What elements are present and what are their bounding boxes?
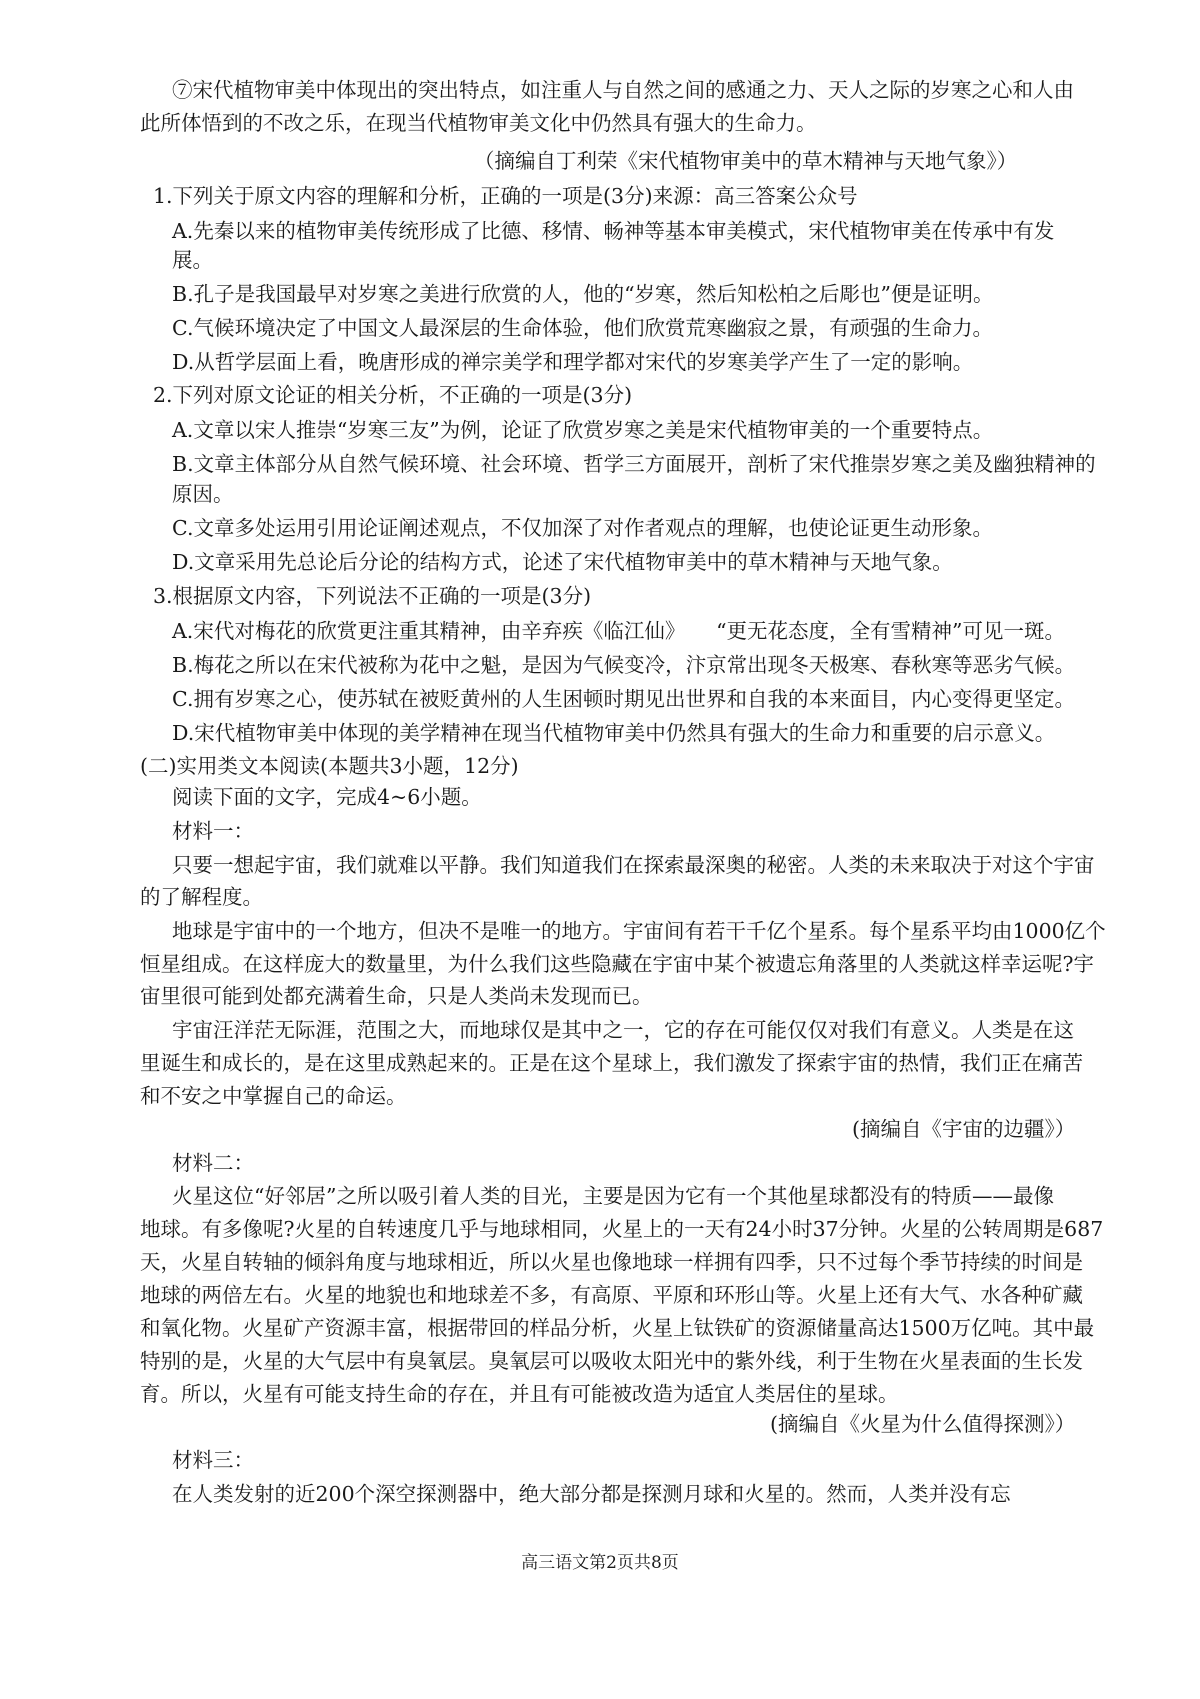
question-2-option-a: A.文章以宋人推崇“岁寒三友”为例，论证了欣赏岁寒之美是宋代植物审美的一个重要特点。: [172, 418, 994, 442]
question-1-option-d: D.从哲学层面上看，晚唐形成的禅宗美学和理学都对宋代的岁寒美学产生了一定的影响。: [172, 350, 974, 374]
question-3-option-a: A.宋代对梅花的欣赏更注重其精神，由辛弃疾《临江仙》 “更无花态度，全有雪精神”可见一斑。: [172, 619, 1066, 643]
material-2-p1-line-2: 地球。有多像呢?火星的自转速度几乎与地球相同，火星上的一天有24小时37分钟。火星的公转周期是687: [140, 1217, 1104, 1241]
question-1-option-a-line-2: 展。: [172, 248, 213, 272]
question-1-option-c: C.气候环境决定了中国文人最深层的生命体验，他们欣赏荒寒幽寂之景，有顽强的生命力。: [172, 316, 993, 340]
question-2-option-c: C.文章多处运用引用论证阐述观点，不仅加深了对作者观点的理解，也使论证更生动形象。: [172, 516, 993, 540]
material-1-p3-line-1: 宇宙汪洋茫无际涯，范围之大，而地球仅是其中之一，它的存在可能仅仅对我们有意义。人类是在这: [172, 1018, 1074, 1042]
material-1-p2-line-2: 恒星组成。在这样庞大的数量里，为什么我们这些隐藏在宇宙中某个被遗忘角落里的人类就这样幸运呢?宇: [140, 952, 1094, 976]
material-2-p1-line-4: 地球的两倍左右。火星的地貌也和地球差不多，有高原、平原和环形山等。火星上还有大气、水各种矿藏: [140, 1283, 1083, 1307]
material-2-p1-line-7: 育。所以，火星有可能支持生命的存在，并且有可能被改造为适宜人类居住的星球。: [140, 1382, 899, 1406]
question-2-option-b-line-1: B.文章主体部分从自然气候环境、社会环境、哲学三方面展开，剖析了宋代推崇岁寒之美及幽独精神的: [172, 452, 1096, 476]
material-1-p1-line-1: 只要一想起宇宙，我们就难以平静。我们知道我们在探索最深奥的秘密。人类的未来取决于对这个宇宙: [172, 853, 1095, 877]
material-2-title: 材料二：: [172, 1151, 254, 1175]
material-2-p1-line-5: 和氧化物。火星矿产资源丰富，根据带回的样品分析，火星上钛铁矿的资源储量高达1500万亿吨。其中最: [140, 1316, 1095, 1340]
question-3-option-b: B.梅花之所以在宋代被称为花中之魁，是因为气候变冷，汴京常出现冬天极寒、春秋寒等恶劣气候。: [172, 653, 1076, 677]
source-citation-1: （摘编自丁利荣《宋代植物审美中的草木精神与天地气象》）: [474, 149, 1018, 173]
material-1-title: 材料一：: [172, 819, 254, 843]
paragraph-7-line-2: 此所体悟到的不改之乐，在现当代植物审美文化中仍然具有强大的生命力。: [140, 111, 817, 135]
question-3-option-c: C.拥有岁寒之心，使苏轼在被贬黄州的人生困顿时期见出世界和自我的本来面目，内心变得更坚定。: [172, 687, 1075, 711]
material-2-p1-line-3: 天，火星自转轴的倾斜角度与地球相近，所以火星也像地球一样拥有四季，只不过每个季节持续的时间是: [140, 1250, 1083, 1274]
material-1-p3-line-3: 和不安之中掌握自己的命运。: [140, 1084, 407, 1108]
page-footer: 高三语文第2页共8页: [521, 1553, 679, 1573]
material-2-source: (摘编自《火星为什么值得探测》）: [770, 1412, 1076, 1436]
question-2-stem: 2.下列对原文论证的相关分析，不正确的一项是(3分): [153, 383, 633, 407]
material-1-p2-line-3: 宙里很可能到处都充满着生命，只是人类尚未发现而已。: [140, 984, 653, 1008]
material-3-title: 材料三：: [172, 1448, 254, 1472]
material-1-p2-line-1: 地球是宇宙中的一个地方，但决不是唯一的地方。宇宙间有若干千亿个星系。每个星系平均由1000亿个: [172, 919, 1106, 943]
question-1-option-a-line-1: A.先秦以来的植物审美传统形成了比德、移情、畅神等基本审美模式，宋代植物审美在传承中有发: [172, 219, 1055, 243]
question-3-stem: 3.根据原文内容，下列说法不正确的一项是(3分): [153, 584, 592, 608]
section-instruction: 阅读下面的文字，完成4~6小题。: [172, 785, 482, 809]
material-1-source: (摘编自《宇宙的边疆》）: [852, 1117, 1076, 1141]
paragraph-7-line-1: ⑦宋代植物审美中体现出的突出特点，如注重人与自然之间的感通之力、天人之际的岁寒之心和人由: [172, 78, 1074, 102]
material-2-p1-line-1: 火星这位“好邻居”之所以吸引着人类的目光，主要是因为它有一个其他星球都没有的特质——最像: [172, 1184, 1054, 1208]
material-1-p1-line-2: 的了解程度。: [140, 885, 263, 909]
question-1-option-b: B.孔子是我国最早对岁寒之美进行欣赏的人，他的“岁寒，然后知松柏之后彫也”便是证明。: [172, 282, 994, 306]
question-3-option-d: D.宋代植物审美中体现的美学精神在现当代植物审美中仍然具有强大的生命力和重要的启示意义。: [172, 721, 1056, 745]
question-1-stem: 1.下列关于原文内容的理解和分析，正确的一项是(3分)来源：高三答案公众号: [153, 184, 858, 208]
material-2-p1-line-6: 特别的是，火星的大气层中有臭氧层。臭氧层可以吸收太阳光中的紫外线，利于生物在火星表面的生长发: [140, 1349, 1083, 1373]
question-2-option-d: D.文章采用先总论后分论的结构方式，论述了宋代植物审美中的草木精神与天地气象。: [172, 550, 953, 574]
material-1-p3-line-2: 里诞生和成长的，是在这里成熟起来的。正是在这个星球上，我们激发了探索宇宙的热情，我们正在痛苦: [140, 1051, 1083, 1075]
question-2-option-b-line-2: 原因。: [172, 482, 234, 506]
section-heading: (二)实用类文本阅读(本题共3小题，12分): [140, 754, 519, 778]
material-3-p1-line-1: 在人类发射的近200个深空探测器中，绝大部分都是探测月球和火星的。然而，人类并没有忘: [172, 1482, 1011, 1506]
